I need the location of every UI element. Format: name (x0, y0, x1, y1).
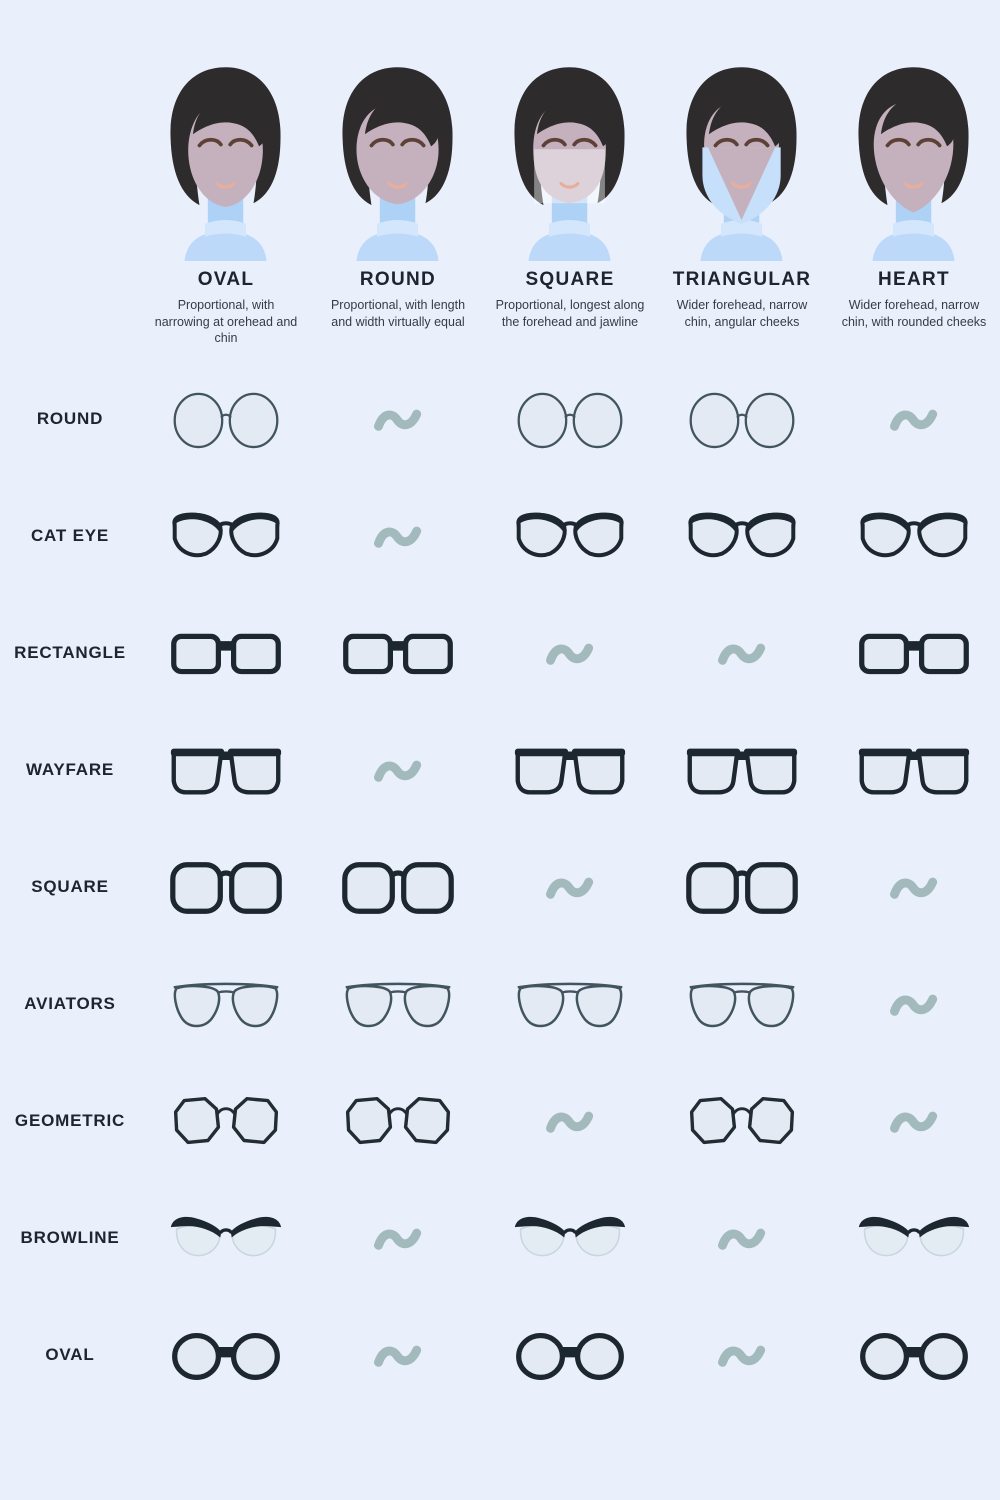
oval-face-illustration (151, 56, 300, 261)
cell-square-triangular (656, 857, 828, 918)
cell-square-round (312, 857, 484, 918)
glasses-row-geometric (0, 1063, 1000, 1180)
cell-round-oval (140, 389, 312, 450)
cell-cateye-heart (828, 506, 1000, 567)
oval-glasses-icon (169, 1325, 283, 1386)
cell-round-square (484, 389, 656, 450)
cell-oval-round (312, 1337, 484, 1373)
cell-cateye-square (484, 506, 656, 567)
cell-browline-triangular (656, 1220, 828, 1256)
face-column-heart (828, 56, 1000, 347)
face-shape-title: SQUARE (525, 269, 615, 290)
tilde-icon (544, 869, 596, 905)
square-face-illustration (495, 56, 644, 261)
cell-wayfare-round (312, 752, 484, 788)
tilde-icon (372, 1337, 424, 1373)
cell-geometric-round (312, 1091, 484, 1152)
wayfare-glasses-icon (685, 740, 799, 801)
cell-geometric-triangular (656, 1091, 828, 1152)
heart-face-illustration (839, 56, 988, 261)
face-shape-title: ROUND (359, 269, 437, 290)
face-shape-description: Wider forehead, narrow chin, angular cheeks (676, 298, 808, 329)
wayfare-glasses-icon (169, 740, 283, 801)
cell-aviators-heart (828, 986, 1000, 1022)
tilde-icon (716, 1337, 768, 1373)
cell-browline-oval (140, 1208, 312, 1269)
cell-oval-square (484, 1325, 656, 1386)
round-face-illustration (323, 56, 472, 261)
cell-rectangle-heart (828, 623, 1000, 684)
tilde-icon (716, 635, 768, 671)
glasses-row-aviators (0, 946, 1000, 1063)
tilde-icon (372, 752, 424, 788)
face-shape-title: OVAL (197, 269, 255, 290)
face-column-triangular (656, 56, 828, 347)
face-shape-title: HEART (878, 269, 950, 290)
browline-glasses-icon (513, 1208, 627, 1269)
cell-browline-square (484, 1208, 656, 1269)
round-glasses-icon (513, 389, 627, 450)
oval-glasses-icon (857, 1325, 971, 1386)
rectangle-glasses-icon (341, 623, 455, 684)
cell-square-square (484, 869, 656, 905)
geometric-glasses-icon (685, 1091, 799, 1152)
compatibility-matrix (0, 361, 1000, 1414)
face-shape-description: Proportional, with narrowing at orehead and chin (154, 298, 298, 345)
glasses-row-round (0, 361, 1000, 478)
cell-square-oval (140, 857, 312, 918)
geometric-glasses-icon (341, 1091, 455, 1152)
cateye-glasses-icon (513, 506, 627, 567)
aviators-glasses-icon (513, 974, 627, 1035)
rectangle-glasses-icon (857, 623, 971, 684)
wayfare-glasses-icon (857, 740, 971, 801)
glasses-row-label: SQUARE (31, 877, 109, 896)
tilde-icon (888, 401, 940, 437)
face-shape-description: Proportional, with length and width virtually equal (330, 298, 466, 329)
cell-aviators-triangular (656, 974, 828, 1035)
rectangle-glasses-icon (169, 623, 283, 684)
glasses-row-rectangle (0, 595, 1000, 712)
cell-aviators-square (484, 974, 656, 1035)
cell-wayfare-oval (140, 740, 312, 801)
glasses-row-label: RECTANGLE (14, 643, 126, 662)
tilde-icon (372, 518, 424, 554)
cell-geometric-oval (140, 1091, 312, 1152)
cell-round-triangular (656, 389, 828, 450)
face-shape-title: TRIANGULAR (672, 269, 812, 290)
glasses-row-browline (0, 1180, 1000, 1297)
aviators-glasses-icon (169, 974, 283, 1035)
cell-geometric-heart (828, 1103, 1000, 1139)
cell-browline-round (312, 1220, 484, 1256)
tilde-icon (888, 1103, 940, 1139)
cell-wayfare-triangular (656, 740, 828, 801)
glasses-row-square (0, 829, 1000, 946)
cell-square-heart (828, 869, 1000, 905)
face-shape-description: Wider forehead, narrow chin, with rounded cheeks (841, 298, 987, 329)
tilde-icon (888, 986, 940, 1022)
oval-glasses-icon (513, 1325, 627, 1386)
glasses-row-cateye (0, 478, 1000, 595)
wayfare-glasses-icon (513, 740, 627, 801)
cell-aviators-round (312, 974, 484, 1035)
cell-browline-heart (828, 1208, 1000, 1269)
cell-wayfare-heart (828, 740, 1000, 801)
tilde-icon (544, 635, 596, 671)
square-glasses-icon (169, 857, 283, 918)
cateye-glasses-icon (685, 506, 799, 567)
cell-cateye-round (312, 518, 484, 554)
cell-rectangle-round (312, 623, 484, 684)
aviators-glasses-icon (341, 974, 455, 1035)
face-shape-description: Proportional, longest along the forehead and jawline (495, 298, 645, 329)
browline-glasses-icon (169, 1208, 283, 1269)
glasses-row-label: BROWLINE (20, 1228, 120, 1247)
cell-cateye-triangular (656, 506, 828, 567)
browline-glasses-icon (857, 1208, 971, 1269)
tilde-icon (544, 1103, 596, 1139)
face-column-round (312, 56, 484, 347)
glasses-row-label: AVIATORS (24, 994, 116, 1013)
cateye-glasses-icon (169, 506, 283, 567)
round-glasses-icon (685, 389, 799, 450)
cell-round-heart (828, 401, 1000, 437)
glasses-row-wayfare (0, 712, 1000, 829)
tilde-icon (888, 869, 940, 905)
face-column-square (484, 56, 656, 347)
cell-round-round (312, 401, 484, 437)
tilde-icon (716, 1220, 768, 1256)
cell-cateye-oval (140, 506, 312, 567)
tilde-icon (372, 401, 424, 437)
cell-wayfare-square (484, 740, 656, 801)
square-glasses-icon (685, 857, 799, 918)
cell-rectangle-square (484, 635, 656, 671)
geometric-glasses-icon (169, 1091, 283, 1152)
glasses-row-label: ROUND (36, 409, 104, 428)
tilde-icon (372, 1220, 424, 1256)
cell-rectangle-oval (140, 623, 312, 684)
square-glasses-icon (341, 857, 455, 918)
glasses-row-label: OVAL (45, 1345, 95, 1364)
glasses-row-label: WAYFARE (25, 760, 115, 779)
face-header-row (0, 0, 1000, 347)
glasses-row-label: CAT EYE (30, 526, 110, 545)
cell-oval-triangular (656, 1337, 828, 1373)
face-column-oval (140, 56, 312, 347)
glasses-row-oval (0, 1297, 1000, 1414)
cell-geometric-square (484, 1103, 656, 1139)
triangular-face-illustration (667, 56, 816, 261)
cateye-glasses-icon (857, 506, 971, 567)
cell-oval-heart (828, 1325, 1000, 1386)
cell-aviators-oval (140, 974, 312, 1035)
cell-oval-oval (140, 1325, 312, 1386)
corner-spacer (0, 56, 140, 347)
aviators-glasses-icon (685, 974, 799, 1035)
glasses-row-label: GEOMETRIC (14, 1111, 126, 1130)
cell-rectangle-triangular (656, 635, 828, 671)
round-glasses-icon (169, 389, 283, 450)
